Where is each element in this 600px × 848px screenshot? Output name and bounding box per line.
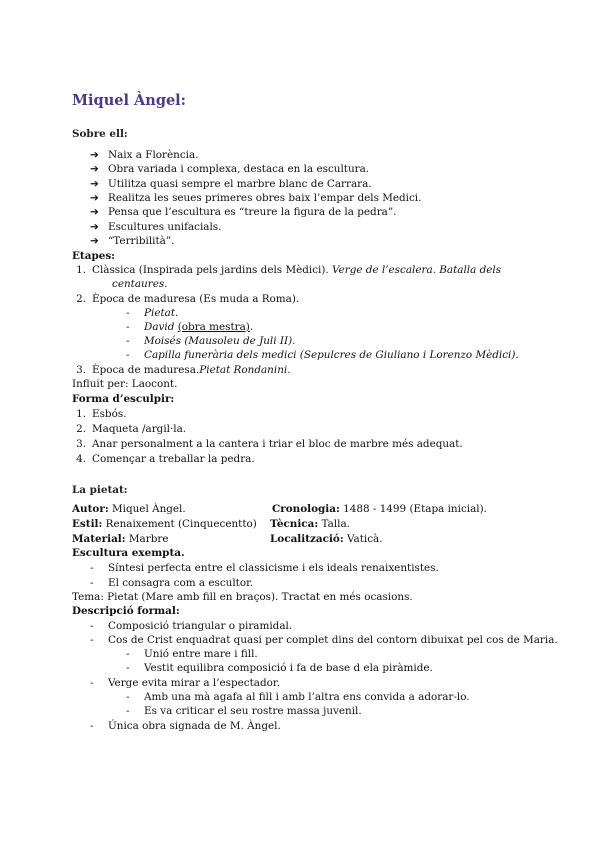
dash: - <box>90 576 94 589</box>
estil-label: Estil: <box>72 518 103 530</box>
sobre-item-text: Utilitza quasi sempre el marbre blanc de Carrara. <box>108 177 372 190</box>
tecnica-value: Talla. <box>321 518 350 530</box>
dash: - <box>90 720 94 732</box>
descripcio-heading: Descripció formal: <box>72 605 180 617</box>
descr-item-1-text: Composició triangular o piramidal. <box>108 620 293 632</box>
sobre-item <box>90 206 396 219</box>
localitzacio-value: Vaticà. <box>346 533 383 545</box>
etapa-1-works: Verge de l’escalera. Batalla dels <box>332 264 502 276</box>
sobre-item-text: Naix a Florència. <box>108 149 199 161</box>
etapa-3-work: Pietat Rondanini. <box>199 364 291 376</box>
etapa-2-sub-3 <box>126 335 295 348</box>
sobre-item-text: Obra variada i complexa, destaca en la escultura. <box>108 163 370 176</box>
forma-item <box>72 453 255 466</box>
dash: - <box>126 705 130 717</box>
dash: - <box>90 677 94 689</box>
etapa-1-works-cont: centaures. <box>112 278 168 290</box>
forma-item-num: 2. <box>76 423 86 435</box>
sobre-item-text: Realitza les seues primeres obres baix l’empar dels Medici. <box>108 191 422 204</box>
localitzacio-line <box>270 533 383 546</box>
descr-item-2a-text: Unió entre mare i fill. <box>144 648 258 660</box>
arrow-bullet-icon: ➔ <box>90 163 99 176</box>
dash: - <box>126 335 130 347</box>
forma-item-text: Començar a treballar la pedra. <box>92 453 255 465</box>
descr-item-4 <box>90 720 281 733</box>
etapa-2-sub-3-text: Moisés (Mausoleu de Juli II). <box>144 335 296 347</box>
sobre-item <box>90 235 174 248</box>
exempta-item <box>90 562 439 575</box>
forma-heading: Forma d’esculpir: <box>72 393 175 405</box>
descr-item-3b <box>126 705 362 718</box>
etapa-2-sub-2-end: . <box>249 321 254 333</box>
forma-item-num: 4. <box>76 453 86 465</box>
etapa-3 <box>72 364 291 377</box>
etapes-heading: Etapes: <box>72 250 116 262</box>
descr-item-3a-text: Amb una mà agafa al fill i amb l’altra ens convida a adorar-lo. <box>144 691 470 703</box>
page-title: Miquel Àngel: <box>72 92 187 109</box>
etapa-2 <box>72 293 299 306</box>
exempta-item <box>90 577 253 590</box>
dash: - <box>126 662 130 674</box>
autor-value: Miquel Àngel. <box>111 503 186 515</box>
arrow-bullet-icon: ➔ <box>90 191 99 204</box>
dash: - <box>126 691 130 703</box>
tecnica-label: Tècnica: <box>270 518 319 530</box>
dash: - <box>90 620 94 632</box>
sobre-heading: Sobre ell: <box>72 128 128 140</box>
descr-item-2-text: Cos de Crist enquadrat quasi per complet dins del contorn dibuixat pel cos de Maria. <box>108 634 558 646</box>
descr-item-3a <box>126 691 470 704</box>
forma-item <box>72 408 126 421</box>
dash: - <box>126 307 130 319</box>
descr-item-3b-text: Es va criticar el seu rostre massa juvenil. <box>144 705 362 717</box>
descr-item-3 <box>90 677 280 690</box>
etapa-3-text: Època de maduresa. <box>92 364 200 376</box>
etapa-2-sub-1 <box>126 307 178 320</box>
arrow-bullet-icon: ➔ <box>90 220 99 233</box>
forma-item-text: Maqueta /argil·la. <box>92 423 187 435</box>
tema-line: Tema: Pietat (Mare amb fill en braços). Tractat en més ocasions. <box>72 591 413 603</box>
sobre-item <box>90 221 221 234</box>
etapa-2-sub-2-work: David <box>144 321 175 333</box>
etapa-2-sub-2 <box>126 321 253 334</box>
descr-item-1 <box>90 620 292 633</box>
sobre-item-text: Escultures unifacials. <box>108 220 222 233</box>
tecnica-line <box>270 518 350 531</box>
etapa-2-text: Època de maduresa (Es muda a Roma). <box>92 293 300 305</box>
etapa-1-text: Clàssica (Inspirada pels jardins dels Mèdici). <box>92 264 329 276</box>
descr-item-4-text: Única obra signada de M. Àngel. <box>108 720 281 732</box>
cronologia-label: Cronologia: <box>272 503 340 515</box>
etapa-1 <box>72 264 501 277</box>
sobre-item <box>90 149 199 162</box>
material-value: Marbre <box>128 533 169 545</box>
exempta-heading: Escultura exempta. <box>72 547 185 559</box>
pietat-heading: La pietat: <box>72 484 128 496</box>
sobre-item-text: Pensa que l’escultura es “treure la figura de la pedra”. <box>108 206 397 219</box>
etapa-3-num: 3. <box>76 364 86 376</box>
etapa-2-sub-4-text: Capilla funerària dels medici (Sepulcres de Giuliano i Lorenzo Mèdici). <box>144 349 519 361</box>
etapa-2-num: 2. <box>76 293 86 305</box>
exempta-item-text: Síntesi perfecta entre el classicisme i els ideals renaixentistes. <box>108 562 439 574</box>
etapa-1-num: 1. <box>76 264 86 276</box>
sobre-item <box>90 178 372 191</box>
influit-line: Influit per: Laocont. <box>72 378 178 390</box>
forma-item <box>72 438 463 451</box>
sobre-item-text: “Terribilità”. <box>108 234 175 247</box>
sobre-item <box>90 192 421 205</box>
descr-item-2b-text: Vestit equilibra composició i fa de base d ela piràmide. <box>144 662 433 674</box>
forma-item-num: 3. <box>76 438 86 450</box>
forma-item-text: Esbós. <box>92 408 127 420</box>
material-label: Material: <box>72 533 126 545</box>
etapa-2-sub-2-note: (obra mestra) <box>177 321 250 333</box>
cronologia-line <box>272 503 487 516</box>
etapa-2-sub-1-text: Pietat. <box>144 307 179 319</box>
autor-label: Autor: <box>72 503 109 515</box>
forma-item <box>72 423 186 436</box>
dash: - <box>90 634 94 646</box>
descr-item-2b <box>126 662 433 675</box>
dash: - <box>126 321 130 333</box>
arrow-bullet-icon: ➔ <box>90 234 99 247</box>
arrow-bullet-icon: ➔ <box>90 149 99 161</box>
exempta-item-text: El consagra com a escultor. <box>108 576 254 589</box>
forma-item-num: 1. <box>76 408 86 420</box>
dash: - <box>90 562 94 574</box>
descr-item-3-text: Verge evita mirar a l’espectador. <box>108 677 281 689</box>
arrow-bullet-icon: ➔ <box>90 206 99 219</box>
arrow-bullet-icon: ➔ <box>90 177 99 190</box>
localitzacio-label: Localització: <box>270 533 344 545</box>
forma-item-text: Anar personalment a la cantera i triar el bloc de marbre més adequat. <box>92 438 463 450</box>
dash: - <box>126 648 130 660</box>
cronologia-value: 1488 - 1499 (Etapa inicial). <box>343 503 487 515</box>
autor-line <box>72 503 186 516</box>
etapa-2-sub-4 <box>126 349 519 362</box>
descr-item-2a <box>126 648 258 661</box>
descr-item-2 <box>90 634 558 647</box>
sobre-item <box>90 163 369 176</box>
estil-line <box>72 518 257 531</box>
material-line <box>72 533 168 546</box>
estil-value: Renaixement (Cinquecentto) <box>105 518 257 530</box>
dash: - <box>126 349 130 361</box>
